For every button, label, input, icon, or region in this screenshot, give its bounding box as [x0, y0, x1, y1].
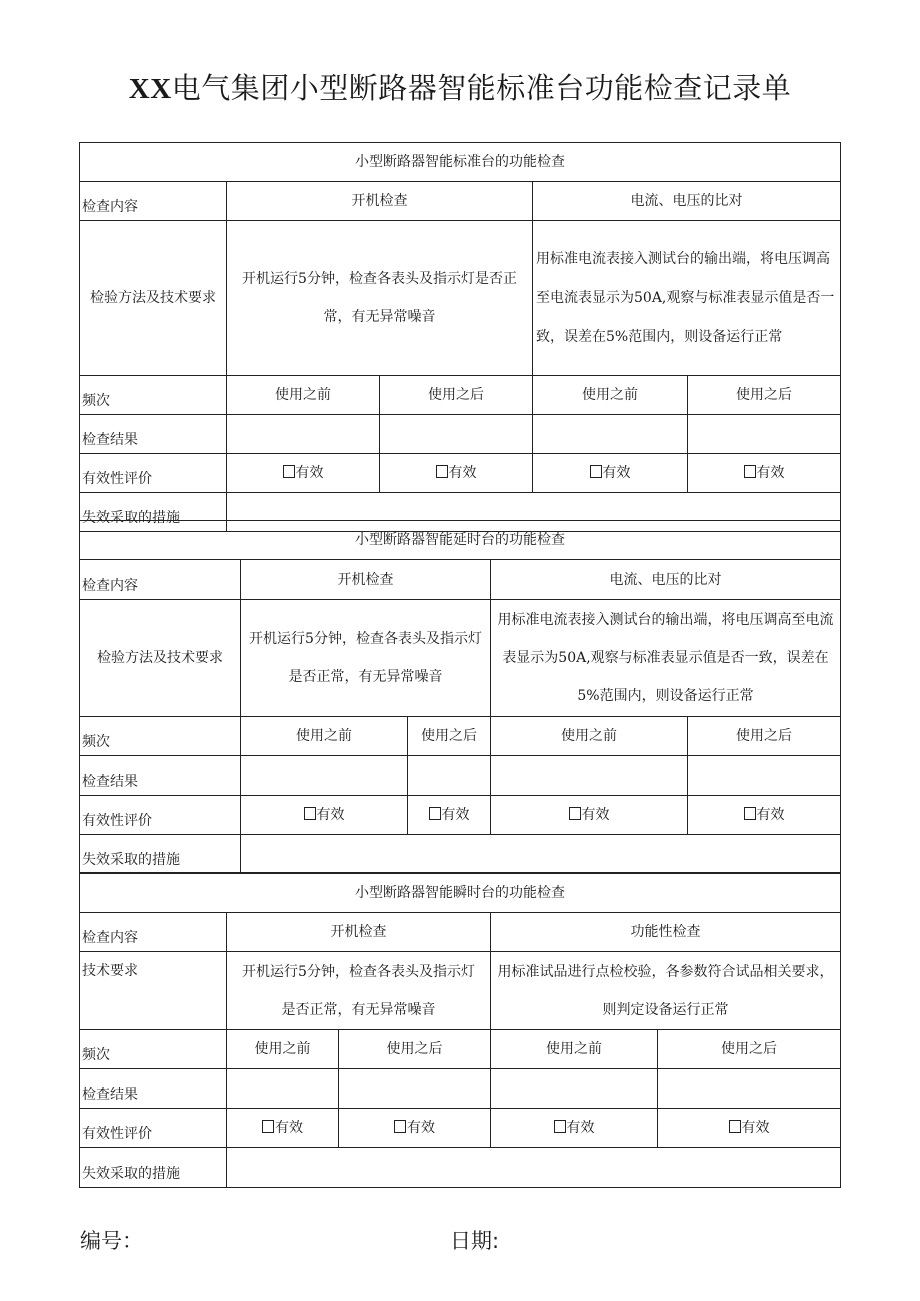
section-title: 小型断路器智能标准台的功能检查: [80, 143, 841, 182]
label-measures: 失效采取的措施: [80, 835, 241, 874]
result-cell[interactable]: [688, 756, 841, 796]
valid-option[interactable]: 有效: [533, 454, 688, 493]
label-check-content: 检查内容: [80, 913, 227, 952]
label-frequency: 频次: [80, 717, 241, 756]
measures-cell[interactable]: [227, 1148, 841, 1188]
checkbox-icon[interactable]: [744, 807, 756, 820]
text-comparison-method: 用标准电流表接入测试台的输出端，将电压调高至电流表显示为50A,观察与标准表显示值是否一致，误差在5%范围内，则设备运行正常: [533, 221, 841, 376]
section-title: 小型断路器智能延时台的功能检查: [80, 521, 841, 560]
valid-option[interactable]: 有效: [227, 1109, 339, 1148]
header-comparison: 电流、电压的比对: [491, 560, 841, 600]
header-startup-check: 开机检查: [241, 560, 491, 600]
valid-option[interactable]: 有效: [227, 454, 380, 493]
checkbox-icon[interactable]: [394, 1120, 406, 1133]
section-instant-table: [79, 872, 841, 1188]
result-cell[interactable]: [241, 756, 408, 796]
valid-option[interactable]: 有效: [658, 1109, 841, 1148]
checkbox-icon[interactable]: [283, 465, 295, 478]
freq-before: 使用之前: [227, 1030, 339, 1069]
valid-option[interactable]: 有效: [339, 1109, 491, 1148]
label-check-content: 检查内容: [80, 182, 227, 221]
section-delay-table: [79, 520, 841, 874]
checkbox-icon[interactable]: [590, 465, 602, 478]
checkbox-icon[interactable]: [436, 465, 448, 478]
text-function-method: 用标准试品进行点检校验，各参数符合试品相关要求，则判定设备运行正常: [491, 952, 841, 1030]
header-function-check: 功能性检查: [491, 913, 841, 952]
text-startup-method: 开机运行5分钟，检查各表头及指示灯是否正常，有无异常噪音: [241, 600, 491, 717]
valid-option[interactable]: 有效: [688, 454, 841, 493]
label-check-content: 检查内容: [80, 560, 241, 600]
checkbox-icon[interactable]: [554, 1120, 566, 1133]
header-startup-check: 开机检查: [227, 913, 491, 952]
valid-option[interactable]: 有效: [688, 796, 841, 835]
text-comparison-method: 用标准电流表接入测试台的输出端，将电压调高至电流表显示为50A,观察与标准表显示值是否一致，误差在5%范围内，则设备运行正常: [491, 600, 841, 717]
checkbox-icon[interactable]: [429, 807, 441, 820]
header-comparison: 电流、电压的比对: [533, 182, 841, 221]
label-validity: 有效性评价: [80, 796, 241, 835]
label-result: 检查结果: [80, 756, 241, 796]
freq-after: 使用之后: [688, 376, 841, 415]
label-method-requirement: 检验方法及技术要求: [80, 221, 227, 376]
freq-before: 使用之前: [491, 717, 688, 756]
result-cell[interactable]: [339, 1069, 491, 1109]
checkbox-icon[interactable]: [744, 465, 756, 478]
valid-option[interactable]: 有效: [491, 1109, 658, 1148]
header-startup-check: 开机检查: [227, 182, 533, 221]
result-cell[interactable]: [227, 1069, 339, 1109]
result-cell[interactable]: [658, 1069, 841, 1109]
result-cell[interactable]: [491, 756, 688, 796]
result-cell[interactable]: [688, 415, 841, 454]
label-validity: 有效性评价: [80, 1109, 227, 1148]
result-cell[interactable]: [491, 1069, 658, 1109]
label-validity: 有效性评价: [80, 454, 227, 493]
page-title: XX电气集团小型断路器智能标准台功能检查记录单: [128, 71, 792, 105]
freq-before: 使用之前: [241, 717, 408, 756]
result-cell[interactable]: [533, 415, 688, 454]
section-standard-table: [79, 142, 841, 532]
measures-cell[interactable]: [241, 835, 841, 874]
result-cell[interactable]: [408, 756, 491, 796]
label-result: 检查结果: [80, 1069, 227, 1109]
label-frequency: 频次: [80, 376, 227, 415]
freq-after: 使用之后: [658, 1030, 841, 1069]
text-startup-method: 开机运行5分钟，检查各表头及指示灯是否正常，有无异常噪音: [227, 221, 533, 376]
valid-option[interactable]: 有效: [408, 796, 491, 835]
freq-before: 使用之前: [227, 376, 380, 415]
freq-after: 使用之后: [380, 376, 533, 415]
label-method-requirement: 检验方法及技术要求: [80, 600, 241, 717]
checkbox-icon[interactable]: [569, 807, 581, 820]
freq-after: 使用之后: [408, 717, 491, 756]
result-cell[interactable]: [380, 415, 533, 454]
checkbox-icon[interactable]: [304, 807, 316, 820]
label-result: 检查结果: [80, 415, 227, 454]
checkbox-icon[interactable]: [262, 1120, 274, 1133]
valid-option[interactable]: 有效: [380, 454, 533, 493]
section-title: 小型断路器智能瞬时台的功能检查: [80, 873, 841, 913]
result-cell[interactable]: [227, 415, 380, 454]
label-tech-requirement: 技术要求: [80, 952, 227, 1030]
freq-before: 使用之前: [533, 376, 688, 415]
label-measures: 失效采取的措施: [80, 493, 227, 532]
footer-number-label: 编号：: [80, 1229, 143, 1253]
valid-option[interactable]: 有效: [491, 796, 688, 835]
freq-before: 使用之前: [491, 1030, 658, 1069]
valid-option[interactable]: 有效: [241, 796, 408, 835]
label-measures: 失效采取的措施: [80, 1148, 227, 1188]
label-frequency: 频次: [80, 1030, 227, 1069]
text-startup-method: 开机运行5分钟，检查各表头及指示灯是否正常，有无异常噪音: [227, 952, 491, 1030]
freq-after: 使用之后: [688, 717, 841, 756]
footer-date-label: 日期:: [450, 1229, 500, 1253]
freq-after: 使用之后: [339, 1030, 491, 1069]
checkbox-icon[interactable]: [729, 1120, 741, 1133]
